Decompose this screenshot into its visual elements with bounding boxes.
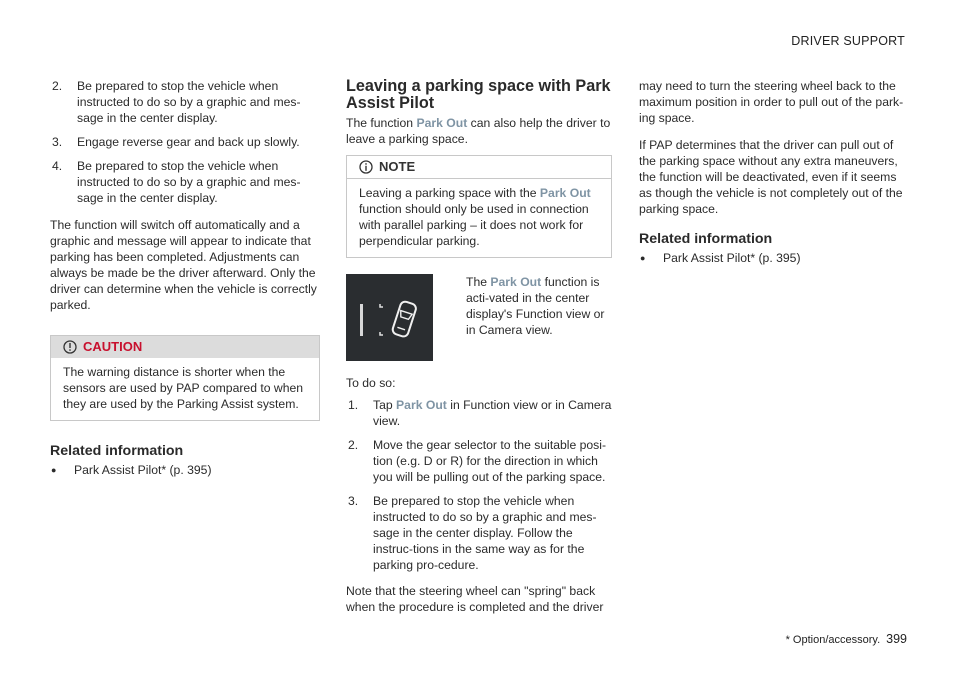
- body-paragraph: If PAP determines that the driver can pull out of the parking space without any extra maneuvers, the function will be deactivated, even if it seems as though the vehicle is not completely out of the parking space.: [639, 138, 903, 216]
- body-paragraph: The function will switch off automatically and a graphic and message will appear to indicate that parking has been completed. Adjustments can always be made be the driver afterward. Only the driver can determine when the vehicle is correctly parked.: [50, 218, 317, 312]
- list-item: 3. Be prepared to stop the vehicle when instructed to do so by a graphic and mes-sage in the center display. Follow the instruc-tions in the same way as for the parking pro-cedure.: [348, 494, 597, 572]
- note-text: Leaving a parking space with the Park Out function should only be used in connection with parallel parking – it does not work for perpendicular parking.: [359, 186, 591, 248]
- todo-text: To do so:: [346, 376, 396, 390]
- related-link[interactable]: ● Park Assist Pilot* (p. 395): [640, 251, 801, 265]
- list-item: 3. Engage reverse gear and back up slowly.: [52, 135, 300, 149]
- caution-box: [50, 335, 320, 421]
- related-link[interactable]: ● Park Assist Pilot* (p. 395): [51, 463, 212, 477]
- park-out-term: Park Out: [416, 116, 468, 130]
- note-box: [346, 155, 612, 258]
- related-heading: Related information: [639, 231, 773, 247]
- note-label: NOTE: [379, 159, 416, 174]
- list-item: 1. Tap Park Out in Function view or in Camera view.: [348, 398, 612, 428]
- intro-paragraph: The function Park Out can also help the driver to leave a parking space.: [346, 116, 611, 146]
- list-item: 4. Be prepared to stop the vehicle when instructed to do so by a graphic and mes-sage in the center display.: [52, 159, 301, 205]
- page-number: 399: [886, 632, 907, 646]
- list-item: 2. Be prepared to stop the vehicle when instructed to do so by a graphic and mes-sage in the center display.: [52, 79, 301, 125]
- caution-text: The warning distance is shorter when the sensors are used by PAP compared to when they are used by the Parking Assist system.: [63, 365, 304, 411]
- column-right: [639, 78, 909, 266]
- info-icon: [359, 160, 373, 174]
- related-heading: Related information: [50, 443, 184, 459]
- park-out-figure: [346, 274, 612, 361]
- list-item: 2. Move the gear selector to the suitable posi-tion (e.g. D or R) for the direction in which you will be pulling out of the parking space.: [348, 438, 607, 484]
- figure-caption: The Park Out function is acti-vated in the center display's Function view or in Camera view.: [466, 275, 605, 337]
- footnote: * Option/accessory.: [785, 634, 881, 646]
- caution-label: CAUTION: [83, 339, 143, 354]
- steps-list: [346, 397, 612, 573]
- column-left: [50, 78, 320, 478]
- section-header: DRIVER SUPPORT: [791, 34, 905, 48]
- column-middle: [346, 78, 612, 626]
- steps-list: [50, 78, 320, 206]
- park-out-icon: [346, 274, 433, 361]
- body-paragraph: Note that the steering wheel can "spring" back when the procedure is completed and the driver: [346, 584, 604, 614]
- body-paragraph: may need to turn the steering wheel back to the maximum position in order to pull out of the park-ing space.: [639, 79, 904, 125]
- caution-icon: [63, 340, 77, 354]
- section-heading: Leaving a parking space with Park Assist Pilot: [346, 77, 611, 112]
- page-footer: [786, 631, 907, 648]
